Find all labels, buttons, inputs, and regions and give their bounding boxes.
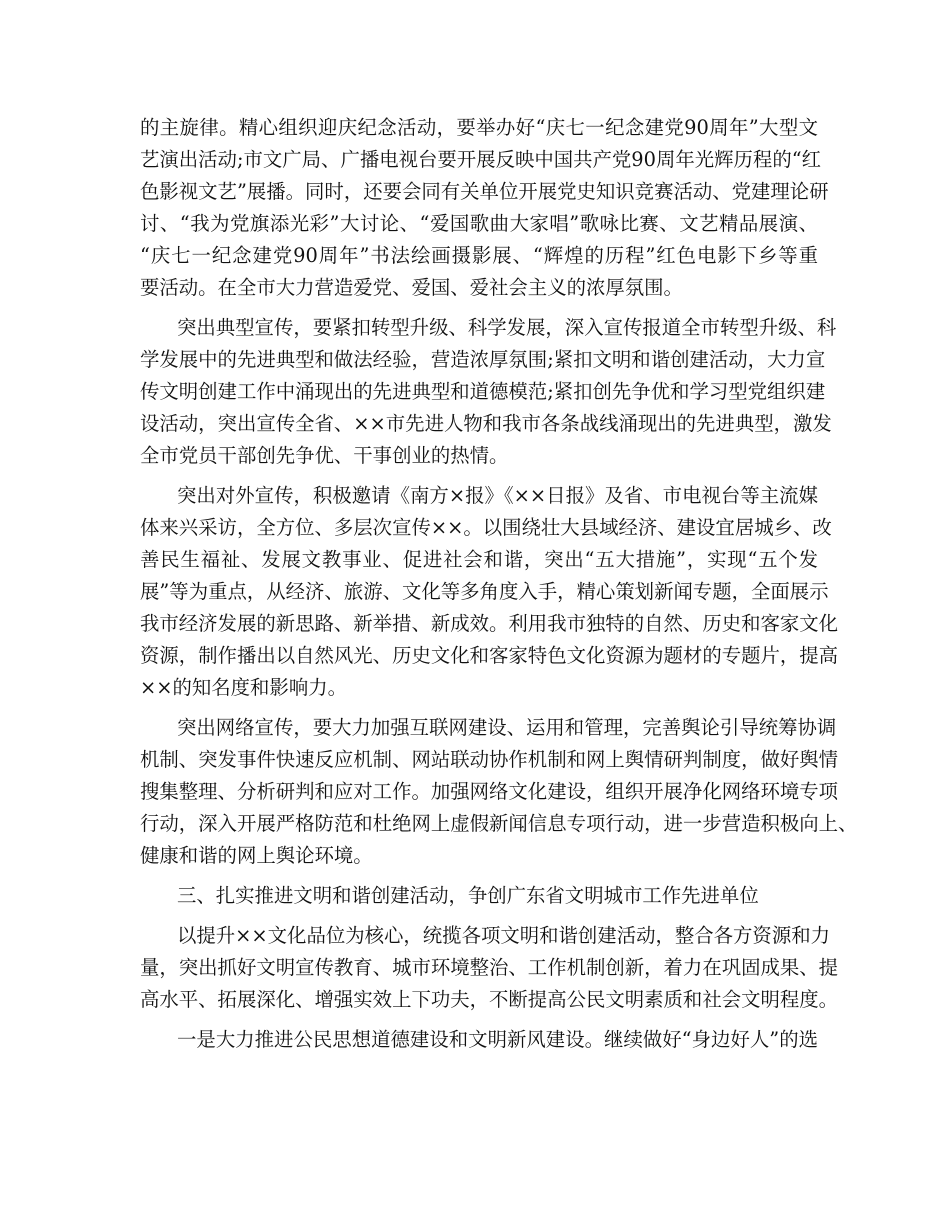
text-line: 要活动。在全市大力营造爱党、爱国、爱社会主义的浓厚氛围。 [140,276,683,299]
text-line: 体来兴采访，全方位、多层次宣传××。以围绕壮大县域经济、建设宜居城乡、改 [140,516,832,539]
text-line: 机制、突发事件快速反应机制、网站联动协作机制和网上舆情研判制度，做好舆情 [140,748,839,771]
text-line: 行动，深入开展严格防范和杜绝网上虚假新闻信息专项行动，进一步营造积极向上、 [140,812,858,835]
text-line: 搜集整理、分析研判和应对工作。加强网络文化建设，组织开展净化网络环境专项 [140,780,839,803]
text-line: 资源，制作播出以自然风光、历史文化和客家特色文化资源为题材的专题片，提高 [140,644,839,667]
text-line: 全市党员干部创先争优、干事创业的热情。 [140,444,509,467]
text-line: 善民生福祉、发展文教事业、促进社会和谐，突出“五大措施”，实现“五个发 [140,548,818,571]
paragraph [140,920,839,1016]
text-line: “庆七一纪念建党90周年”书法绘画摄影展、“辉煌的历程”红色电影下乡等重 [140,244,818,267]
text-line: 展”等为重点，从经济、旅游、文化等多角度入手，精心策划新闻专题，全面展示 [140,580,829,603]
text-line: 学发展中的先进典型和做法经验，营造浓厚氛围;紧扣文明和谐创建活动，大力宣 [140,348,826,371]
text-line: 色影视文艺”展播。同时，还要会同有关单位开展党史知识竞赛活动、党建理论研 [140,180,829,203]
document-page [140,112,858,1056]
text-line: 传文明创建工作中涌现出的先进典型和道德模范;紧扣创先争优和学习型党组织建 [140,380,826,403]
text-line: 艺演出活动;市文广局、广播电视台要开展反映中国共产党90周年光辉历程的“红 [140,148,822,171]
text-line: 一是大力推进公民思想道德建设和文明新风建设。继续做好“身边好人”的选 [177,1028,818,1051]
text-line: 高水平、拓展深化、增强实效上下功夫，不断提高公民文明素质和社会文明程度。 [140,988,839,1011]
text-line: 突出对外宣传，积极邀请《南方×报》《××日报》及省、市电视台等主流媒 [177,484,818,507]
text-line: 健康和谐的网上舆论环境。 [140,844,373,867]
paragraph [140,312,837,472]
paragraph [140,1024,818,1056]
text-line: 量，突出抓好文明宣传教育、城市环境整治、工作机制创新，着力在巩固成果、提 [140,956,839,979]
text-line: 讨、“我为党旗添光彩”大讨论、“爱国歌曲大家唱”歌咏比赛、文艺精品展演、 [140,212,818,235]
text-line: ××的知名度和影响力。 [140,676,348,699]
paragraph [140,480,839,704]
section-heading [140,880,818,912]
text-line: 设活动，突出宣传全省、××市先进人物和我市各条战线涌现出的先进典型，激发 [140,412,832,435]
text-line: 三、扎实推进文明和谐创建活动，争创广东省文明城市工作先进单位 [177,884,759,907]
text-line: 突出网络宣传，要大力加强互联网建设、运用和管理，完善舆论引导统筹协调 [177,716,837,739]
text-line: 以提升××文化品位为核心，统揽各项文明和谐创建活动，整合各方资源和力 [177,924,830,947]
text-line: 突出典型宣传，要紧扣转型升级、科学发展，深入宣传报道全市转型升级、科 [177,316,837,339]
text-line: 的主旋律。精心组织迎庆纪念活动，要举办好“庆七一纪念建党90周年”大型文 [140,116,818,139]
paragraph [140,112,829,304]
paragraph [140,712,858,872]
text-line: 我市经济发展的新思路、新举措、新成效。利用我市独特的自然、历史和客家文化 [140,612,839,635]
